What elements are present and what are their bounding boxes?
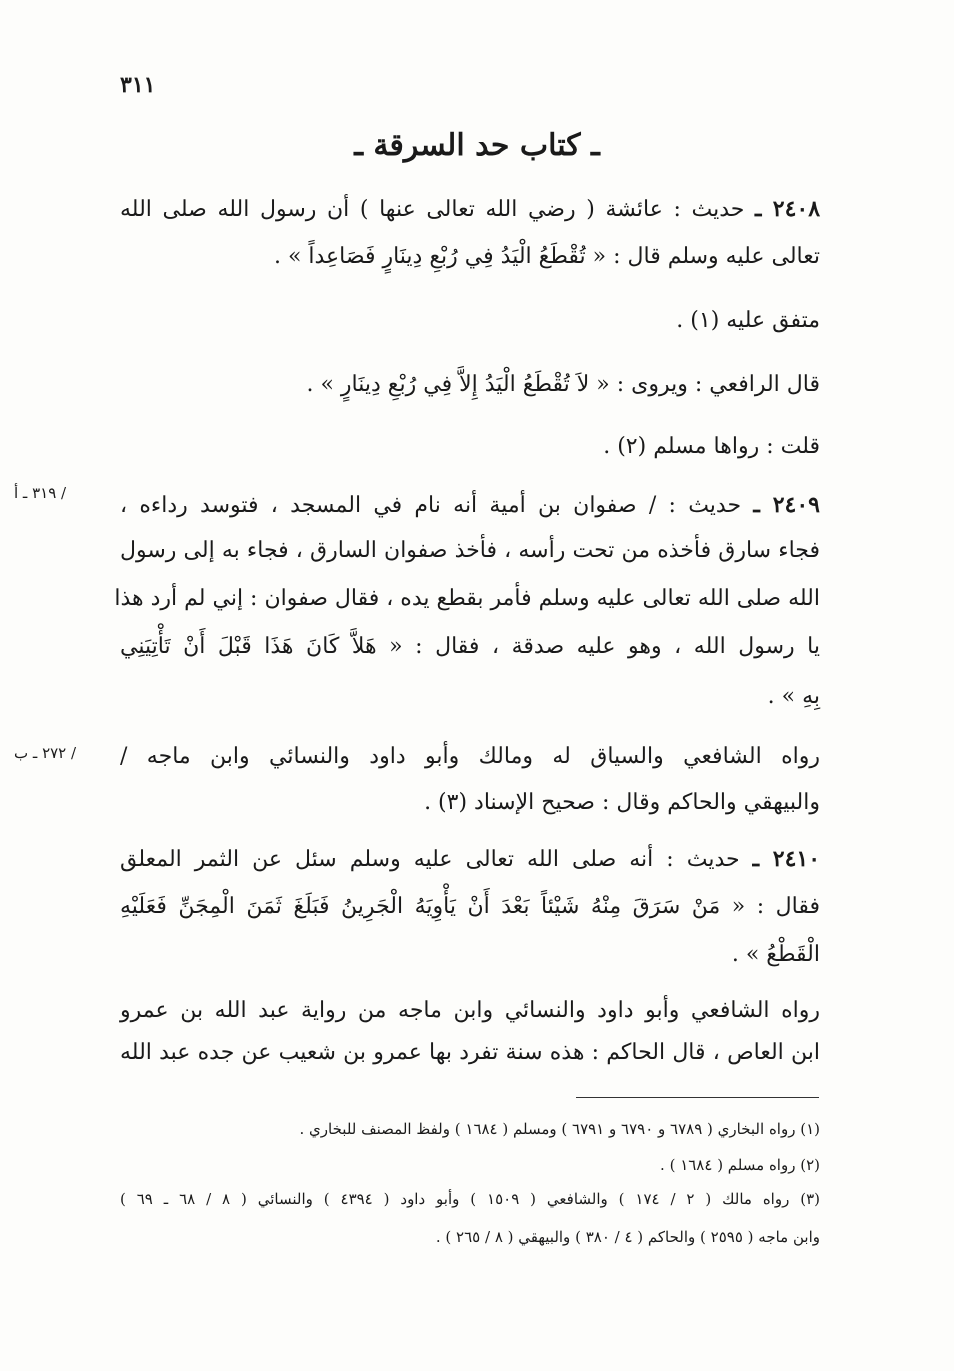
hadith-2409-line-6: رواه الشافعي والسياق له ومالك وأبو داود والنسائي وابن ماجه / xyxy=(120,744,820,769)
hadith-2410-line-4: رواه الشافعي وأبو داود والنسائي وابن ماجه من رواية عبد الله بن عمرو xyxy=(120,998,820,1023)
hadith-2409-line-7: والبيهقي والحاكم وقال : صحيح الإسناد (٣) . xyxy=(424,790,820,815)
footnote-divider xyxy=(576,1097,819,1098)
page-number: ٣١١ xyxy=(120,72,156,98)
hadith-2410-line-2: فقال : « مَنْ سَرَقَ مِنْهُ شَيْئاً بَعْدَ أَنْ يَأْوِيَهُ الْجَرِينُ فَبَلَغَ ثَمَنَ الْمِجَنِّ فَعَلَيْهِ xyxy=(120,894,820,919)
hadith-2410-line-1 xyxy=(120,846,820,873)
hadith-2409-line-2: فجاء سارق فأخذه من تحت رأسه ، فأخذ صفوان السارق ، فجاء به إلى رسول xyxy=(120,538,820,563)
footnote: وابن ماجه ( ٢٥٩٥ ) والحاكم ( ٤ / ٣٨٠ ) والبيهقي ( ٨ / ٢٦٥ ) . xyxy=(435,1228,820,1246)
hadith-number: ٢٤٠٨ ـ xyxy=(755,196,821,222)
hadith-text: حديث : عائشة ( رضي الله تعالى عنها ) أن رسول الله صلى الله xyxy=(120,197,745,222)
footnote: (٣) رواه مالك ( ٢ / ١٧٤ ) والشافعي ( ١٥٠٩ ) وأبو داود ( ٤٣٩٤ ) والنسائي ( ٨ / ٦٨ ـ ٦٩ ) xyxy=(120,1190,820,1208)
footnote: (١) رواه البخاري ( ٦٧٨٩ و ٦٧٩٠ و ٦٧٩١ ) ومسلم ( ١٦٨٤ ) ولفظ المصنف للبخاري . xyxy=(299,1120,820,1138)
margin-note: / ٣١٩ ـ أ xyxy=(14,484,67,502)
hadith-2410-line-5: ابن العاص ، قال الحاكم : هذه سنة تفرد بها عمرو بن شعيب عن جده عبد الله xyxy=(120,1040,820,1065)
margin-note: / ٢٧٢ ـ ب xyxy=(14,744,77,762)
hadith-number: ٢٤١٠ ـ xyxy=(752,846,821,872)
hadith-2409-line-5: بِهِ » . xyxy=(767,684,820,709)
hadith-text: حديث : أنه صلى الله تعالى عليه وسلم سئل عن الثمر المعلق xyxy=(120,847,740,872)
hadith-2410-line-3: الْقَطْعُ » . xyxy=(731,942,820,967)
hadith-2409-line-4: يا رسول الله ، وهو عليه صدقة ، فقال : « هَلاَّ كَانَ هَذَا قَبْلَ أَنْ تَأْتِيَنِي xyxy=(120,634,820,659)
hadith-2408-line-3: متفق عليه (١) . xyxy=(676,308,820,333)
hadith-2409-line-3: الله صلى الله تعالى عليه وسلم فأمر بقطع يده ، فقال صفوان : إني لم أرد هذا xyxy=(114,586,820,611)
hadith-2408-line-5: قلت : رواها مسلم (٢) . xyxy=(603,434,820,459)
hadith-2409-line-1 xyxy=(120,492,820,519)
chapter-title: ـ كتاب حد السرقة ـ xyxy=(354,128,600,163)
hadith-2408-line-1 xyxy=(120,196,820,223)
footnote: (٢) رواه مسلم ( ١٦٨٤ ) . xyxy=(660,1156,820,1174)
hadith-number: ٢٤٠٩ ـ xyxy=(753,492,820,518)
hadith-2408-line-4: قال الرافعي : ويروى : « لاَ تُقْطَعُ الْيَدُ إِلاَّ فِي رُبْعِ دِينَارٍ » . xyxy=(306,372,820,397)
hadith-2408-line-2: تعالى عليه وسلم قال : « تُقْطَعُ الْيَدُ فِي رُبْعِ دِينَارٍ فَصَاعِداً » . xyxy=(273,244,820,269)
hadith-text: حديث : / صفوان بن أمية أنه نام في المسجد ، فتوسد رداءه ، xyxy=(120,493,742,518)
